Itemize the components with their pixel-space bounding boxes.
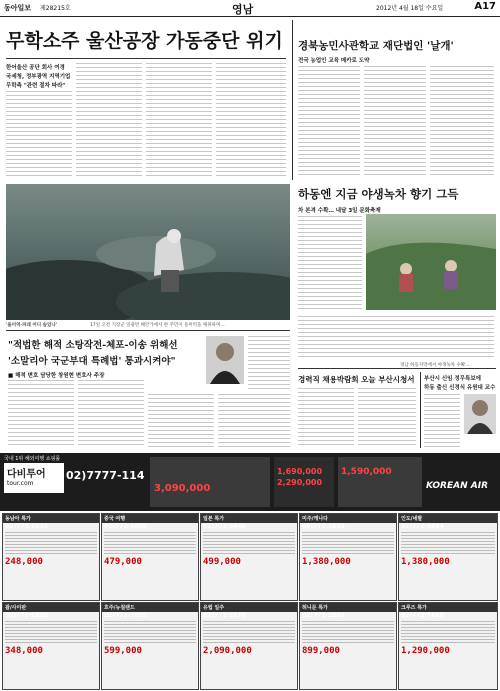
page-header [0,0,500,17]
column-rule [292,20,293,180]
ad-featured-2[interactable] [274,457,334,507]
lead-body-col3 [146,63,212,179]
ad-cell-phone: 02)772-5880 [302,612,345,619]
tea-body-bottom [298,316,494,360]
ad-featured-1[interactable] [150,457,270,507]
divider [6,330,290,331]
advisor-subhead: 하동 출신 신경식 유원대 교수 [424,385,496,391]
interview-headline-1: "적법한 해적 소탕작전-체포-이송 위해선 [8,340,178,351]
section-name: 영남 [232,3,254,16]
ad-featured-price-1: 3,090,000 [154,483,211,494]
jobfair-body-col1 [298,388,354,448]
photo-caption-title: '돌미역·파래 어디 숨었나' [6,323,58,328]
ad-cell[interactable] [200,602,298,690]
travel-ad[interactable] [0,453,500,691]
lead-subhead-3: 무학측 "관련 절차 따라" [6,83,66,89]
interview-body-col3 [148,394,214,448]
paper-name: 동아일보 [4,4,32,12]
ad-cell-text [302,621,394,643]
ad-cell-phone: 02)772-5830 [5,612,48,619]
ad-cell-phone: 02)772-5850 [104,612,147,619]
date-line: 2012년 4월 18일 수요일 [376,5,444,12]
lead-body-col1 [6,91,72,179]
lawyer-portrait [206,336,244,384]
ad-brand: 다비투어 [7,469,46,480]
jobfair-headline: 경력직 채용박람회 오늘 부산시청서 [298,375,415,384]
tea-photo-1 [366,214,496,310]
jobfair-body-col2 [358,388,416,448]
ad-cell-title: 동남아 특가 [3,514,99,523]
ad-cell-phone: 02)772-5810 [5,523,48,530]
right-body-col1 [298,66,360,178]
right-headline: 경북농민사관학교 재단법인 '날개' [298,40,454,52]
ad-cell-price: 499,000 [203,557,241,567]
lead-subhead-2: 국세청, 정부광역 지역기업 [6,74,71,80]
ad-cell-text [302,532,394,554]
ad-cell-price: 1,380,000 [302,557,351,567]
advisor-portrait-image [464,394,496,434]
page-number: A17 [474,1,496,12]
ad-grid [0,511,500,691]
divider [298,368,496,369]
ad-cell-text [5,532,97,554]
ad-cell-text [401,621,495,643]
ad-cell-phone: 02)772-5840 [203,523,246,530]
ad-cell[interactable] [101,602,199,690]
right-body-col3 [430,66,494,178]
ad-featured-price-4: 1,590,000 [341,467,392,477]
ad-cell-price: 248,000 [5,557,43,567]
ad-cell-price: 899,000 [302,646,340,656]
ad-cell-price: 1,380,000 [401,557,450,567]
ad-cell-price: 1,290,000 [401,646,450,656]
ad-tagline: 국내 1위 해외여행 쇼핑몰 [4,456,61,462]
ad-cell-text [401,532,495,554]
interview-body-col2 [78,380,144,448]
ad-cell-phone: 02)772-5864 [401,523,444,530]
interview-body-col4 [218,394,290,448]
ad-brand2: KOREAN AIR [426,481,489,491]
advisor-body [424,394,460,448]
right-body-col2 [364,66,426,178]
ad-cell-title: 괌/사이판 [3,603,99,612]
ad-cell-price: 599,000 [104,646,142,656]
ad-cell-phone: 02)772-5820 [302,523,345,530]
ad-cell-price: 2,090,000 [203,646,252,656]
ad-featured-price-3: 2,290,000 [277,478,323,487]
tea-photo-1-image [366,214,496,310]
interview-subhead: ■ 해적 변호 담당한 창원현 변호사 주장 [8,373,105,379]
ad-cell-title: 중국 여행 [102,514,198,523]
interview-headline-2: '소말리아 국군부대 특례법' 통과시켜야" [8,356,176,367]
ad-featured-3[interactable] [338,457,422,507]
lead-headline: 무학소주 울산공장 가동중단 위기 [6,30,283,52]
ad-cell[interactable] [398,513,498,601]
tea-headline: 하동엔 지금 야생녹차 향기 그득 [298,187,459,201]
ad-cell[interactable] [200,513,298,601]
tea-photo-caption: 경남 하동지역에서 야생녹차 수확… [400,363,470,368]
ad-cell-price: 479,000 [104,557,142,567]
ad-cell-title: 미주/캐나다 [300,514,396,523]
ad-cell-title: 일본 특가 [201,514,297,523]
ad-domain: tour.com [7,480,34,487]
lead-subhead-1: 한어울산 공단 회사 여경 [6,65,65,71]
ad-cell-price: 348,000 [5,646,43,656]
tea-subhead: 차 본격 수확… 내달 3일 문화축제 [298,208,381,214]
lead-body-col2 [76,63,142,179]
ad-cell-text [203,621,295,643]
ad-cell-phone: 02)772-5890 [104,523,147,530]
seaweed-photo [6,184,290,320]
ad-logo[interactable] [4,463,64,493]
ad-cell[interactable] [101,513,199,601]
right-subhead: 전국 농업인 교육 메카로 도약 [298,58,370,64]
ad-cell[interactable] [299,513,397,601]
ad-featured-price-2: 1,690,000 [277,467,323,476]
lawyer-portrait-image [206,336,244,384]
ad-cell[interactable] [2,602,100,690]
interview-body-col1 [8,380,74,448]
ad-cell-phone: 02)772-5860 [401,612,444,619]
ad-cell-text [203,532,295,554]
advisor-portrait [464,394,496,434]
photo-caption-text: 17일 오전 기장군 일광면 해안가에서 한 주민이 돌미역을 채취하며… [90,323,225,328]
ad-cell-text [5,621,97,643]
lead-body-col4 [216,63,286,179]
ad-cell[interactable] [299,602,397,690]
ad-cell-text [104,532,196,554]
ad-cell[interactable] [398,602,498,690]
ad-cell-title: 인도/네팔 [399,514,497,523]
ad-cell-text [104,621,196,643]
ad-cell-title: 호주/뉴질랜드 [102,603,198,612]
ad-cell[interactable] [2,513,100,601]
issue-number: 제28215호 [40,5,71,12]
divider [6,58,286,59]
ad-cell-title: 유럽 일주 [201,603,297,612]
ad-phone[interactable]: 02)7777-114 [66,469,145,482]
advisor-headline: 부산시 신임 정무특보에 [424,376,481,382]
interview-sidebar [248,336,290,392]
tea-body-col1 [298,216,362,312]
seaweed-photo-image [6,184,290,320]
ad-cell-phone: 02)772-5870 [203,612,246,619]
column-rule [420,372,421,448]
ad-cell-title: 크루즈 특가 [399,603,497,612]
ad-cell-title: 허니문 특가 [300,603,396,612]
